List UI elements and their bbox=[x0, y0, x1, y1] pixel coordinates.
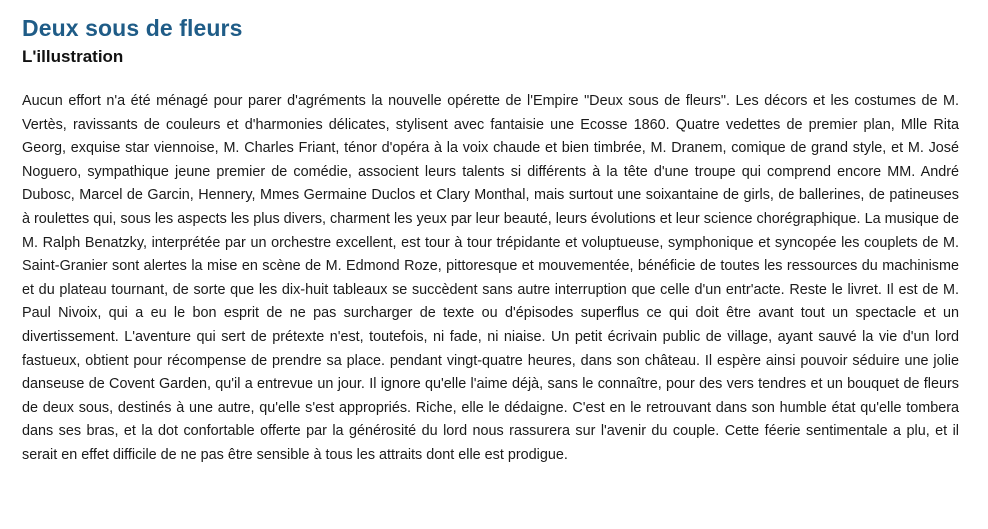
article-body: Aucun effort n'a été ménagé pour parer d'agréments la nouvelle opérette de l'Empire "Deux sous de fleurs". Les décors et les costumes de M. Vertès, ravissants de couleurs et d'harmonies délicates, stylisent avec fantaisie une Ecosse 1860. Quatre vedettes de premier plan, Mlle Rita Georg, exquise star viennoise, M. Charles Friant, ténor d'opéra à la voix chaude et bien timbrée, M. Dranem, comique de grand style, et M. José Noguero, sympathique jeune premier de comédie, associent leurs talents si différents à la tête d'une troupe qui comprend encore MM. André Dubosc, Marcel de Garcin, Hennery, Mmes Germaine Duclos et Clary Monthal, mais surtout une soixantaine de girls, de ballerines, de patineuses à roulettes qui, sous les aspects les plus divers, charment les yeux par leur beauté, leurs évolutions et leur science chorégraphique. La musique de M. Ralph Benatzky, interprétée par un orchestre excellent, est tour à tour trépidante et voluptueuse, symphonique et syncopée les couplets de M. Saint-Granier sont alertes la mise en scène de M. Edmond Roze, pittoresque et mouvementée, bénéficie de toutes les ressources du machinisme et du plateau tournant, de sorte que les dix-huit tableaux se succèdent sans autre interruption que celle d'un entr'acte. Reste le livret. Il est de M. Paul Nivoix, qui a eu le bon esprit de ne pas surcharger de texte ou d'épisodes superflus ce qui doit être avant tout un spectacle et un divertissement. L'aventure qui sert de prétexte n'est, toutefois, ni fade, ni niaise. Un petit écrivain public de village, ayant sauvé la vie d'un lord fastueux, obtient pour récompense de prendre sa place. pendant vingt-quatre heures, dans son château. Il espère ainsi pouvoir séduire une jolie danseuse de Covent Garden, qu'il a entrevue un jour. Il ignore qu'elle l'aime déjà, sans le connaître, pour des vers tendres et un bouquet de fleurs de deux sous, destinés à une autre, qu'elle s'est appropriés. Riche, elle le dédaigne. C'est en le retrouvant dans son humble état qu'elle tombera dans ses bras, et la dot confortable offerte par la générosité du lord nous rassurera sur l'avenir du couple. Cette féerie sentimentale a plu, et il serait en effet difficile de ne pas être sensible à tous les attraits dont elle est prodigue. bbox=[22, 93, 959, 463]
article-title: Deux sous de fleurs bbox=[22, 15, 243, 41]
article bbox=[22, 12, 959, 468]
article-subtitle: L'illustration bbox=[22, 47, 124, 66]
